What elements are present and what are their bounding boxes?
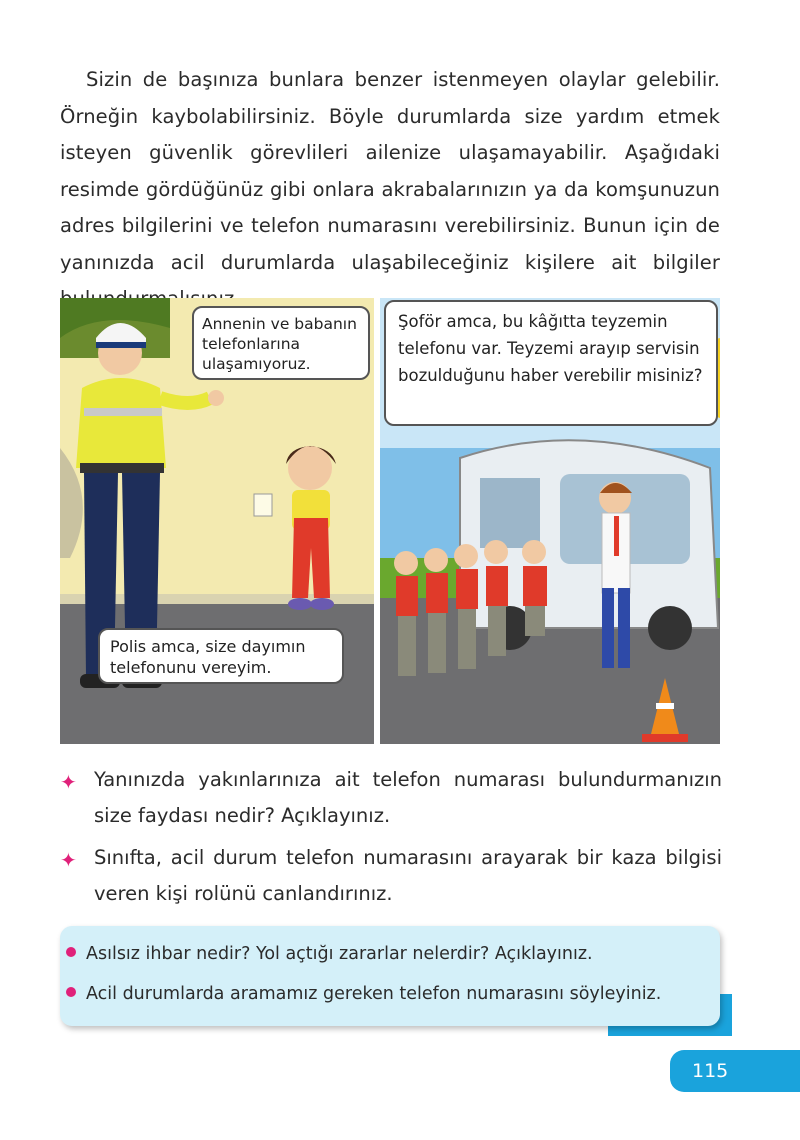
question-text: Sınıfta, acil durum telefon numarasını arayarak bir kaza bilgisi veren kişi rolünü canlandırınız. — [94, 846, 722, 905]
kid-speech-bubble: Şoför amca, bu kâğıtta teyzemin telefonu var. Teyzemi arayıp servisin bozulduğunu haber verebilir misiniz? — [384, 300, 718, 426]
question-item — [60, 762, 722, 834]
info-item-text: Acil durumlarda aramamız gereken telefon numarasını söyleyiniz. — [86, 984, 662, 1004]
question-item — [60, 840, 722, 912]
info-item-text: Asılsız ihbar nedir? Yol açtığı zararlar nelerdir? Açıklayınız. — [86, 944, 593, 964]
page-number: 115 — [670, 1050, 800, 1092]
question-list — [60, 762, 722, 918]
question-text: Yanınızda yakınlarınıza ait telefon numarası bulundurmanızın size faydası nedir? Açıklayınız. — [94, 768, 722, 827]
star-bullet-icon: ✦ — [60, 770, 77, 794]
girl-speech-bubble: Polis amca, size dayımın telefonunu vereyim. — [98, 628, 344, 684]
pink-dot-icon — [66, 947, 76, 957]
pink-dot-icon — [66, 987, 76, 997]
info-box — [60, 926, 720, 1026]
star-bullet-icon: ✦ — [60, 848, 77, 872]
intro-paragraph: Sizin de başınıza bunlara benzer istenmeyen olaylar gelebilir. Örneğin kaybolabilirsiniz. Böyle durumlarda size yardım etmek isteyen güvenlik görevlileri ailenize ulaşamayabilir. Aşağıdaki resimde gördüğünüz gibi onlara akrabalarınızın ya da komşunuzun adres bilgilerini ve telefon numarasını verebilirsiniz. Bunun için de yanınızda acil durumlarda ulaşabileceğiniz kişilere ait bilgiler — [60, 68, 720, 274]
intro-text — [60, 62, 720, 318]
info-item — [66, 944, 593, 964]
info-item — [66, 984, 661, 1004]
police-speech-bubble: Annenin ve babanın telefonlarına ulaşamıyoruz. — [192, 306, 370, 380]
